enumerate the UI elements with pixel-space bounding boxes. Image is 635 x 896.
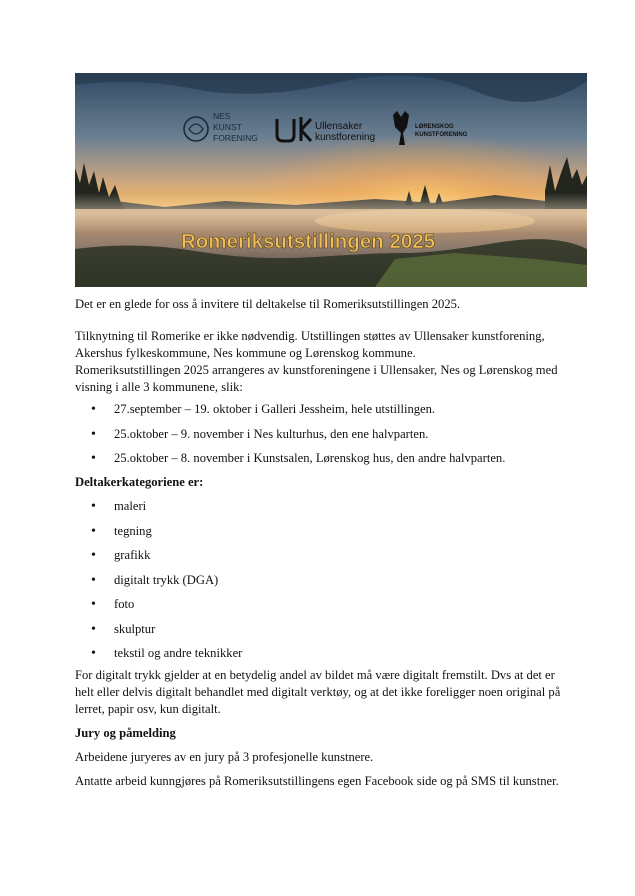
nes-logo-line-1: NES: [213, 111, 231, 121]
list-item: • maleri: [75, 498, 570, 515]
banner-title: Romeriksutstillingen 2025: [181, 230, 436, 253]
arranged-paragraph: Romeriksutstillingen 2025 arrangeres av kunstforeningene i Ullensaker, Nes og Lørenskog med visning i alle 3 kommunene, slik:: [75, 363, 558, 394]
venue-list: [75, 401, 570, 467]
nes-logo-line-2: KUNST: [213, 122, 242, 132]
list-item: • digitalt trykk (DGA): [75, 572, 570, 589]
ullensaker-logo-line-2: kunstforening: [315, 132, 376, 143]
list-item: • tekstil og andre teknikker: [75, 645, 570, 662]
list-item: • tegning: [75, 523, 570, 540]
banner-image: [75, 73, 587, 287]
announcement-paragraph: Antatte arbeid kunngjøres på Romeriksutstillingens egen Facebook side og på SMS til kunstner.: [75, 774, 559, 788]
list-item: • 25.oktober – 9. november i Nes kulturhus, den ene halvparten.: [75, 426, 570, 443]
list-item: • grafikk: [75, 547, 570, 564]
jury-heading: Jury og påmelding: [75, 726, 176, 740]
intro-paragraph: Det er en glede for oss å invitere til deltakelse til Romeriksutstillingen 2025.: [75, 297, 461, 311]
nes-logo-line-3: FORENING: [213, 133, 258, 143]
digital-print-note: For digitalt trykk gjelder at en betydelig andel av bildet må være digitalt fremstilt. Dvs at det er helt eller delvis digitalt behandlet med digitalt verktøy, og at det ikke foreligger noen original på lerret, papir osv, kun digitalt.: [75, 668, 561, 716]
lorenskog-logo-line-2: KUNSTFORENING: [415, 132, 468, 138]
support-paragraph: Tilknytning til Romerike er ikke nødvendig. Utstillingen støttes av Ullensaker kunstforening, Akershus fylkeskommune, Nes kommune og Lørenskog kommune.: [75, 329, 545, 360]
letter-body: [75, 296, 570, 790]
lorenskog-logo-line-1: LØRENSKOG: [415, 124, 454, 130]
ullensaker-logo-line-1: Ullensaker: [315, 121, 363, 132]
list-item: • 27.september – 19. oktober i Galleri Jessheim, hele utstillingen.: [75, 401, 570, 418]
list-item: • 25.oktober – 8. november i Kunstsalen, Lørenskog hus, den andre halvparten.: [75, 450, 570, 467]
categories-heading: Deltakerkategoriene er:: [75, 475, 204, 489]
jury-paragraph: Arbeidene juryeres av en jury på 3 profesjonelle kunstnere.: [75, 750, 374, 764]
category-list: [75, 498, 570, 662]
list-item: • skulptur: [75, 621, 570, 638]
list-item: • foto: [75, 596, 570, 613]
